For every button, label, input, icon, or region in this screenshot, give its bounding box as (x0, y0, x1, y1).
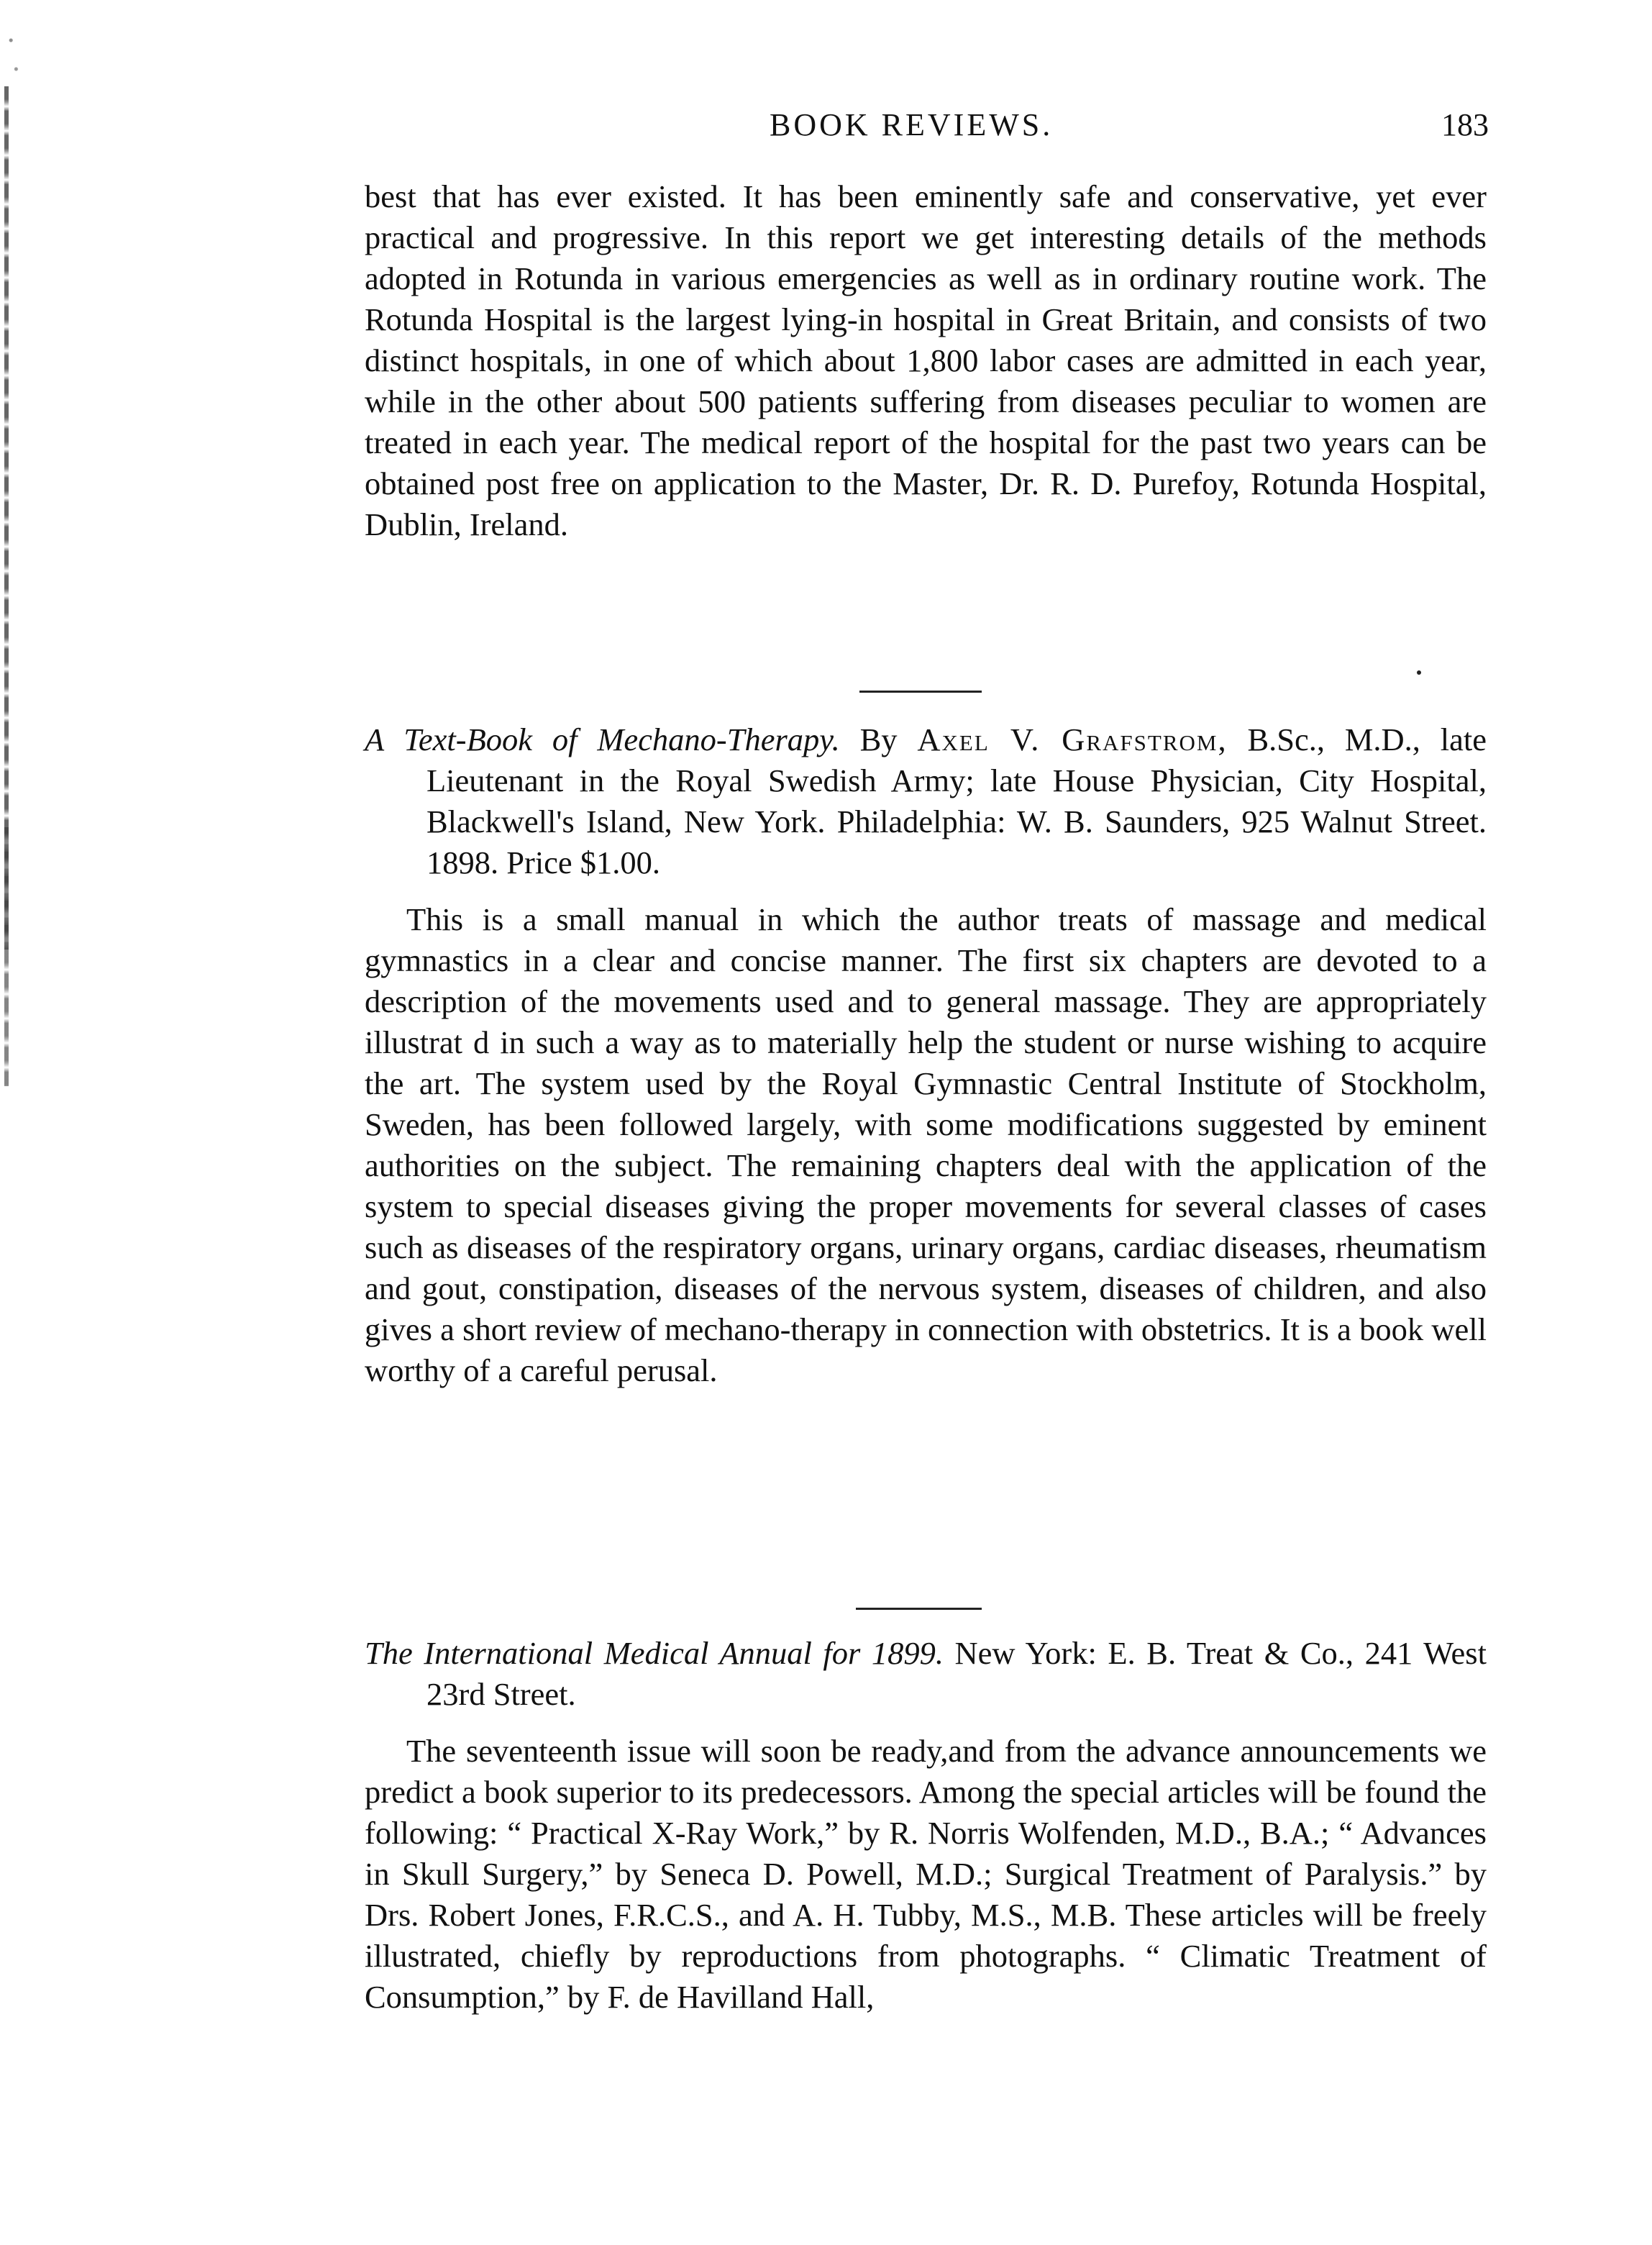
scan-edge-shadow-lower (4, 827, 9, 1086)
review-body: The seventeenth issue will soon be ready,and from the advance announcements we predict a book superior to its predecessors. Among the special articles will be found the following: “ Practical X-Ray Work,” by R. Norris Wolfenden, M.D., B.A.; “ Advances in Skull Surgery,” by Seneca D. Powell, M.D.; Surgical Treatment of Paralysis.” by Drs. Robert Jones, F.R.C.S., and A. H. Tubby, M.S., M.B. These articles will be freely illustrated, chiefly by reproductions from photographs. “ Climatic Treatment of Consumption,” by F. de Havilland Hall, (365, 1733, 1487, 2015)
book-title: A Text-Book of Mechano-Therapy. (365, 721, 840, 757)
review-heading (365, 1633, 1487, 1715)
review-mechano-therapy (365, 719, 1487, 1391)
page-number: 183 (1441, 107, 1489, 142)
ink-speck (1417, 670, 1421, 675)
publication-details: B.Sc., M.D., late Lieutenant in the Royal Swedish Army; late House Physician, City Hospital, Blackwell's Island, New York. Philadelphia: W. B. Saunders, 925 Walnut Street. 1898. Price $1.00. (426, 721, 1487, 880)
running-title: BOOK REVIEWS. (770, 107, 1054, 142)
review-body: This is a small manual in which the author treats of massage and medical gymnastics in a clear and concise manner. The first six chapters are devoted to a description of the movements used and to general massage. They are appropriately illustrat d in such a way as to materially help the student or nurse wishing to acquire the art. The system used by the Royal Gymnastic Central Institute of Stockholm, Sweden, has been followed largely, with some modifications suggested by eminent authorities on the subject. The remaining chapters deal with the application of the system to special diseases giving the proper movements for several classes of cases such as diseases of the respiratory organs, urinary organs, cardiac diseases, rheumatism and gout, constipation, diseases of the nervous system, diseases of children, and also gives a short review of mechano-therapy in connection with obstetrics. It is a book well worthy of a careful perusal. (365, 901, 1487, 1388)
book-author: Axel V. Grafstrom, (917, 721, 1228, 757)
page-header (360, 106, 1489, 150)
section-divider (856, 1608, 982, 1610)
review-medical-annual (365, 1633, 1487, 2018)
review-heading (365, 719, 1487, 883)
continued-review-text: best that has ever existed. It has been eminently safe and conservative, yet ever practical and progressive. In this report we get interesting details of the methods adopted in Rotunda in various emergencies as well as in ordinary routine work. The Rotunda Hospital is the largest lying-in hospital in Great Britain, and consists of two distinct hospitals, in one of which about 1,800 labor cases are admitted in each year, while in the other about 500 patients suffering from diseases peculiar to women are treated in each year. The medical report of the hospital for the past two years can be obtained post free on application to the Master, Dr. R. D. Purefoy, Rotunda Hospital, Dublin, Ireland. (365, 178, 1487, 542)
by-word: By (859, 721, 898, 757)
scan-edge-shadow (4, 86, 9, 950)
book-title: The International Medical Annual for 1899. (365, 1635, 944, 1671)
publication-details: New York: E. B. Treat & Co., 241 West 23rd Street. (426, 1635, 1487, 1712)
continued-review (365, 176, 1487, 545)
section-divider (859, 691, 982, 693)
scan-artifact (6, 29, 23, 86)
